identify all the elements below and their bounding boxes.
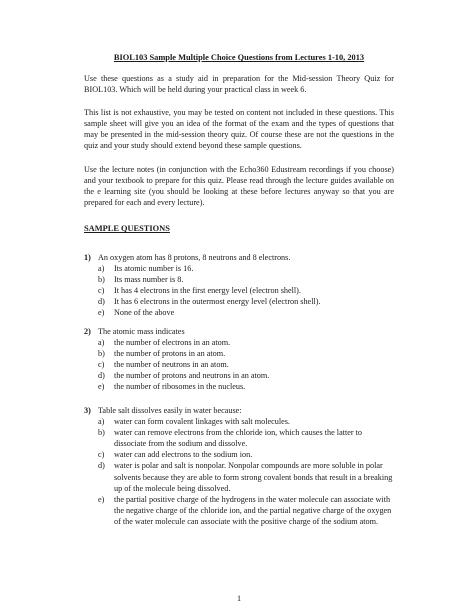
option-item (84, 348, 394, 359)
option-item (84, 274, 394, 285)
study-advice-paragraph: Use the lecture notes (in conjunction with the Echo360 Edustream recordings if you choose) and your textbook to prepare for this quiz. Please read through the lecture guides available on the e learning site (you should be looking at these before lectures anyway so that you are prepared for each and every lecture). (84, 165, 394, 208)
option-letter: c) (98, 360, 105, 370)
question-3 (84, 405, 394, 527)
option-item (84, 370, 394, 381)
option-text: It has 6 electrons in the outermost energy level (electron shell). (114, 297, 321, 307)
option-text: the number of electrons in an atom. (114, 338, 231, 348)
option-text: Its atomic number is 16. (114, 264, 194, 274)
question-stem (84, 405, 394, 416)
document-page (84, 0, 394, 613)
option-letter: a) (98, 338, 105, 348)
option-item (84, 296, 394, 307)
option-text: water can remove electrons from the chloride ion, which causes the latter to dissociate from the sodium and dissolve. (114, 428, 363, 449)
option-letter: d) (98, 297, 105, 307)
option-item (84, 449, 394, 460)
option-item (84, 285, 394, 296)
option-letter: a) (98, 417, 105, 427)
option-letter: e) (98, 308, 105, 318)
section-heading: SAMPLE QUESTIONS (84, 224, 170, 233)
option-item (84, 427, 394, 449)
option-text: It has 4 electrons in the first energy level (electron shell). (114, 286, 301, 296)
option-item (84, 337, 394, 348)
option-text: water can add electrons to the sodium ion. (114, 450, 253, 460)
option-letter: d) (98, 461, 105, 471)
option-letter: c) (98, 450, 105, 460)
intro-paragraph: Use these questions as a study aid in preparation for the Mid-session Theory Quiz for BIOL103. Which will be held during your practical class in week 6. (84, 74, 394, 95)
option-letter: a) (98, 264, 105, 274)
option-letter: b) (98, 349, 105, 359)
option-item (84, 263, 394, 274)
option-text: water is polar and salt is nonpolar. Nonpolar compounds are more soluble in polar solvents because they are able to form strong covalent bonds that result in a breaking up of the molecule being dissolved. (114, 461, 393, 493)
question-text: Table salt dissolves easily in water because: (98, 406, 242, 415)
option-letter: e) (98, 382, 105, 392)
question-number: 3) (84, 406, 91, 415)
option-item (84, 381, 394, 392)
page-number: 1 (236, 594, 242, 603)
option-item (84, 460, 394, 493)
question-stem (84, 326, 394, 337)
question-1 (84, 252, 394, 319)
question-number: 1) (84, 253, 91, 262)
question-stem (84, 252, 394, 263)
question-text: An oxygen atom has 8 protons, 8 neutrons and 8 electrons. (98, 253, 291, 262)
option-item (84, 359, 394, 370)
option-item (84, 494, 394, 527)
option-letter: e) (98, 494, 105, 504)
option-list (84, 263, 394, 318)
option-text: the number of protons in an atom. (114, 349, 226, 359)
option-list (84, 416, 394, 527)
document-title: BIOL103 Sample Multiple Choice Questions from Lectures 1-10, 2013 (113, 53, 365, 62)
option-text: the number of neutrons in an atom. (114, 360, 229, 370)
scope-paragraph: This list is not exhaustive, you may be tested on content not included in these questions. This sample sheet will give you an idea of the format of the exam and the types of questions that may be presented in the mid-session theory quiz. Of course these are not the questions in the quiz and your study should extend beyond these sample questions. (84, 108, 394, 151)
question-2 (84, 326, 394, 393)
option-item (84, 307, 394, 318)
question-text: The atomic mass indicates (98, 327, 185, 336)
question-number: 2) (84, 327, 91, 336)
option-item (84, 416, 394, 427)
option-letter: d) (98, 371, 105, 381)
option-list (84, 337, 394, 392)
option-text: the number of protons and neutrons in an atom. (114, 371, 270, 381)
option-text: the number of ribosomes in the nucleus. (114, 382, 246, 392)
option-letter: b) (98, 428, 105, 438)
option-letter: c) (98, 286, 105, 296)
option-letter: b) (98, 275, 105, 285)
option-text: Its mass number is 8. (114, 275, 184, 285)
option-text: the partial positive charge of the hydrogens in the water molecule can associate with the negative charge of the chloride ion, and the partial negative charge of the oxygen of the water molecule can associate with the positive charge of the sodium atom. (114, 494, 392, 526)
option-text: water can form covalent linkages with salt molecules. (114, 417, 290, 427)
option-text: None of the above (114, 308, 175, 318)
